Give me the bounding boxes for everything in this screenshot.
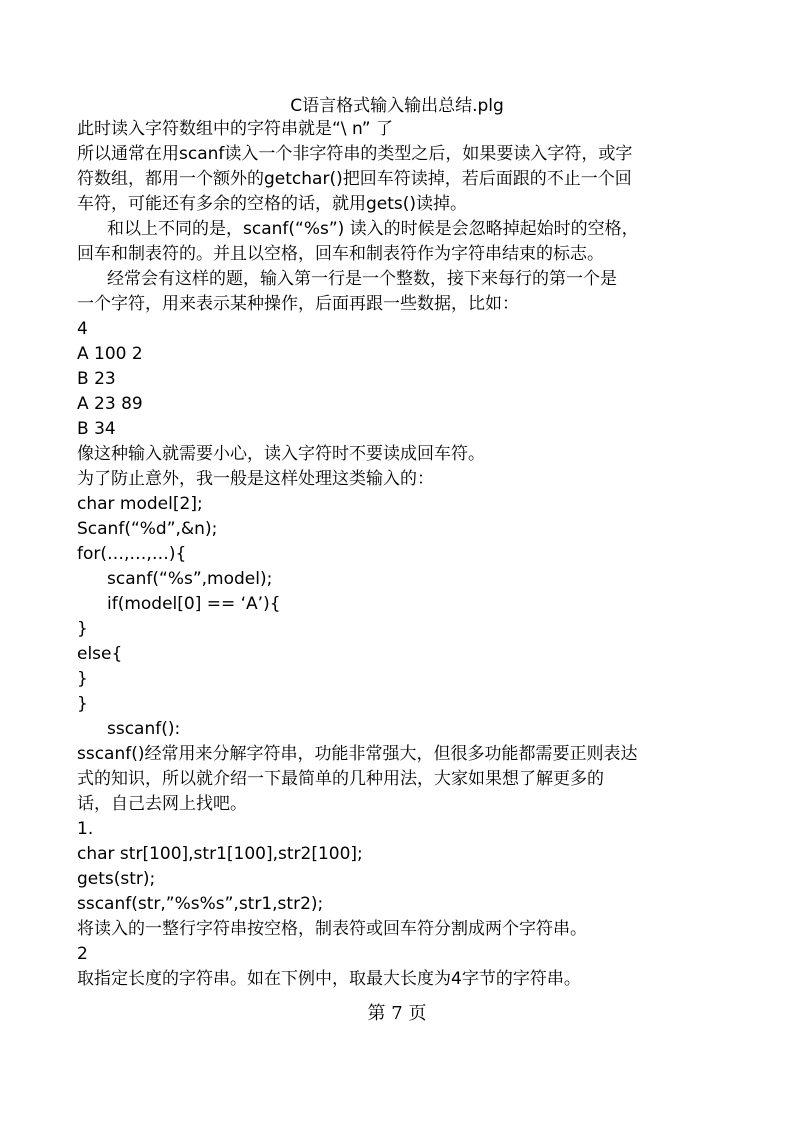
code-line: } <box>77 619 88 639</box>
text-line: 一个字符，用来表示某种操作，后面再跟一些数据，比如： <box>77 294 519 314</box>
code-line: char model[2]; <box>77 494 203 514</box>
text-line: 和以上不同的是，scanf(“%s”) 读入的时候是会忽略掉起始时的空格， <box>107 219 639 239</box>
text-line: 符数组，都用一个额外的getchar()把回车符读掉，若后面跟的不止一个回 <box>77 169 632 189</box>
list-number: 2 <box>77 944 88 964</box>
text-line: 式的知识，所以就介绍一下最简单的几种用法，大家如果想了解更多的 <box>77 769 604 789</box>
text-line: 回车和制表符的。并且以空格，回车和制表符作为字符串结束的标志。 <box>77 244 604 264</box>
code-line: A 23 89 <box>77 394 143 414</box>
code-line: B 34 <box>77 419 116 439</box>
text-line: 将读入的一整行字符串按空格，制表符或回车符分割成两个字符串。 <box>77 919 587 939</box>
text-line: 此时读入字符数组中的字符串就是“\ n” 了 <box>77 119 393 139</box>
document-body <box>77 117 727 992</box>
code-line: for(…,…,…){ <box>77 544 187 564</box>
text-line: 像这种输入就需要小心，读入字符时不要读成回车符。 <box>77 444 485 464</box>
text-line: 取指定长度的字符串。如在下例中，取最大长度为4字节的字符串。 <box>77 969 581 989</box>
text-line: 车符，可能还有多余的空格的话，就用gets()读掉。 <box>77 194 468 214</box>
page-number: 第 7 页 <box>367 1003 427 1024</box>
text-line: 经常会有这样的题，输入第一行是一个整数，接下来每行的第一个是 <box>107 269 617 289</box>
code-line: } <box>77 669 88 689</box>
section-heading: sscanf(): <box>107 719 181 739</box>
code-line: Scanf(“%d”,&n); <box>77 519 218 539</box>
text-line: 所以通常在用scanf读入一个非字符串的类型之后，如果要读入字符，或字 <box>77 144 633 164</box>
code-line: A 100 2 <box>77 344 143 364</box>
document-title: C语言格式输入输出总结.plg <box>290 96 504 116</box>
code-line: scanf(“%s”,model); <box>107 569 273 589</box>
code-line: if(model[0] == ‘A’){ <box>107 594 281 614</box>
code-line: B 23 <box>77 369 116 389</box>
list-number: 1. <box>77 819 94 839</box>
text-line: 为了防止意外，我一般是这样处理这类输入的： <box>77 469 434 489</box>
text-line: 话，自己去网上找吧。 <box>77 794 247 814</box>
code-line: sscanf(str,”%s%s”,str1,str2); <box>77 894 324 914</box>
code-line: gets(str); <box>77 869 156 889</box>
code-line: } <box>77 694 88 714</box>
text-line: sscanf()经常用来分解字符串，功能非常强大，但很多功能都需要正则表达 <box>77 744 638 764</box>
code-line: 4 <box>77 319 88 339</box>
code-line: char str[100],str1[100],str2[100]; <box>77 844 363 864</box>
code-line: else{ <box>77 644 123 664</box>
